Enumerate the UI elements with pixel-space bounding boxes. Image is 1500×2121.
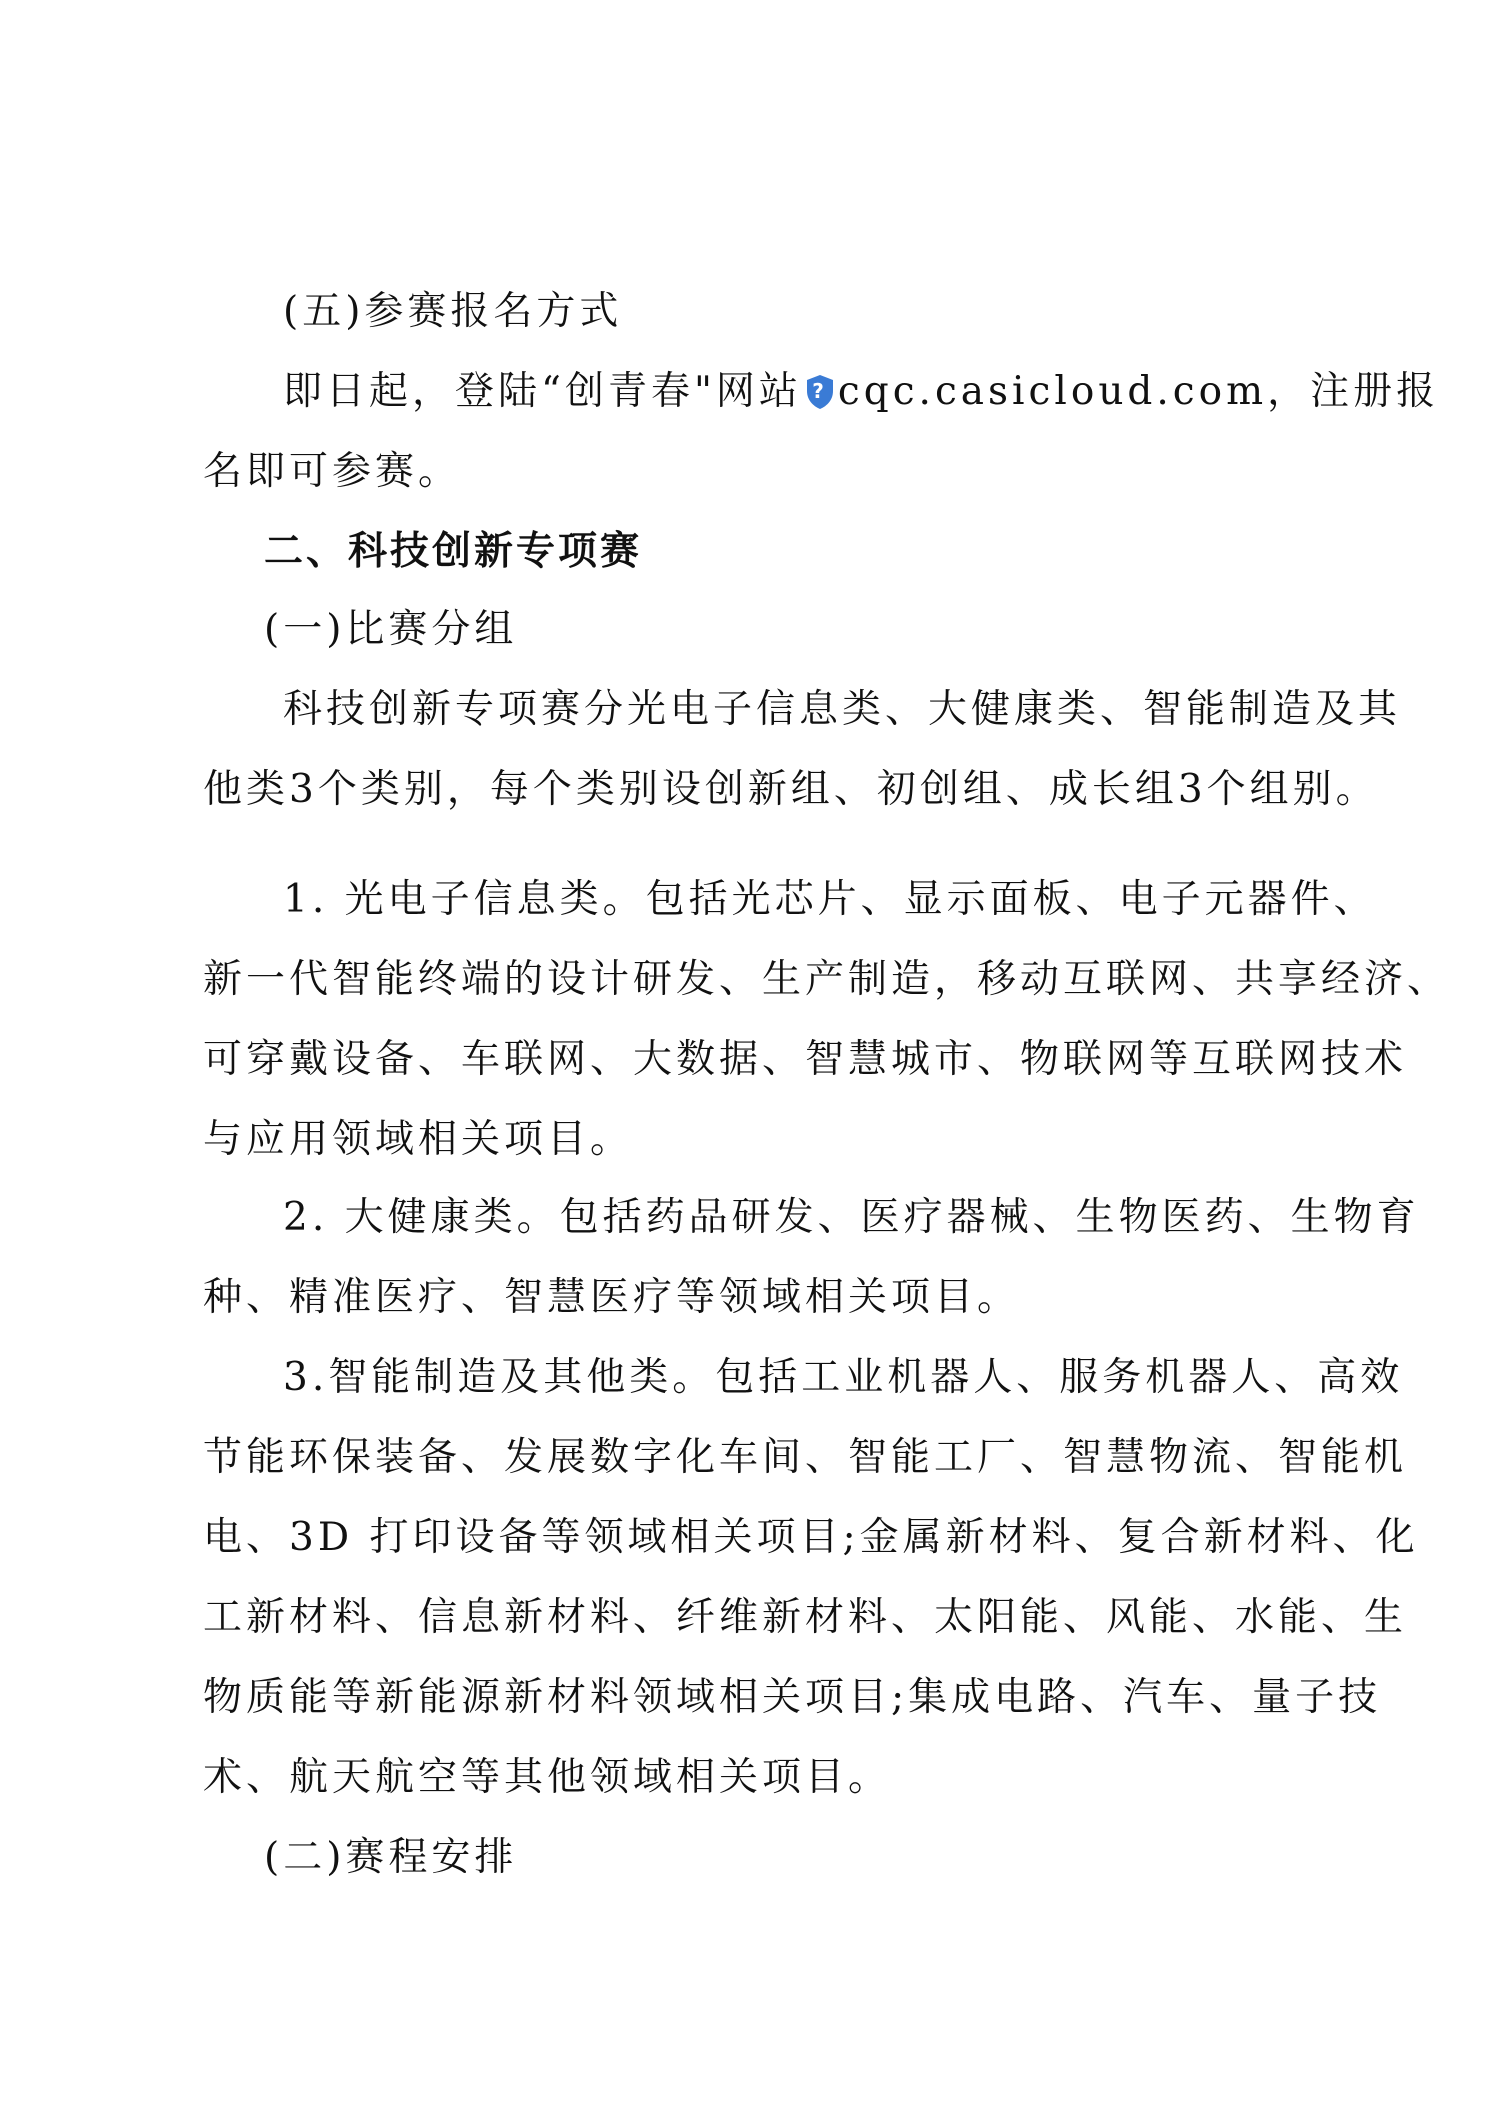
item3-line-5: 物质能等新能源新材料领域相关项目;集成电路、汽车、量子技	[203, 1675, 1382, 1720]
item2-line-2: 种、精准医疗、智慧医疗等领域相关项目。	[203, 1275, 1021, 1320]
item1-line-4: 与应用领域相关项目。	[203, 1117, 634, 1162]
item3-line-2: 节能环保装备、发展数字化车间、智能工厂、智慧物流、智能机	[203, 1435, 1408, 1480]
svg-text:?: ?	[812, 379, 828, 403]
registration-website-link[interactable]: cqc.casicloud.com，注册报	[837, 369, 1440, 414]
item1-line-2: 新一代智能终端的设计研发、生产制造，移动互联网、共享经济、	[203, 957, 1451, 1002]
section-heading-registration: (五)参赛报名方式	[283, 289, 623, 334]
registration-paragraph-line-1	[283, 365, 1439, 419]
subsection-heading-schedule: (二)赛程安排	[264, 1835, 518, 1880]
registration-paragraph-line-2: 名即可参赛。	[203, 449, 462, 494]
shield-link-icon[interactable]	[804, 373, 836, 411]
subsection-heading-groups: (一)比赛分组	[264, 607, 518, 652]
item3-line-4: 工新材料、信息新材料、纤维新材料、太阳能、风能、水能、生	[203, 1595, 1408, 1640]
item1-line-3: 可穿戴设备、车联网、大数据、智慧城市、物联网等互联网技术	[203, 1037, 1408, 1082]
registration-text-before-link: 即日起，登陆“创青春"网站	[283, 369, 802, 414]
item2-line-1: 2. 大健康类。包括药品研发、医疗器械、生物医药、生物育	[283, 1195, 1420, 1240]
item1-line-1: 1. 光电子信息类。包括光芯片、显示面板、电子元器件、	[283, 877, 1377, 922]
item3-line-1: 3.智能制造及其他类。包括工业机器人、服务机器人、高效	[283, 1355, 1404, 1400]
intro-line-2: 他类3个类别，每个类别设创新组、初创组、成长组3个组别。	[203, 767, 1379, 812]
item3-line-6: 术、航天航空等其他领域相关项目。	[203, 1755, 892, 1800]
item3-line-3: 电、3D 打印设备等领域相关项目;金属新材料、复合新材料、化	[203, 1515, 1419, 1560]
section-title-tech-innovation: 二、科技创新专项赛	[264, 529, 643, 574]
intro-line-1: 科技创新专项赛分光电子信息类、大健康类、智能制造及其	[283, 687, 1402, 732]
